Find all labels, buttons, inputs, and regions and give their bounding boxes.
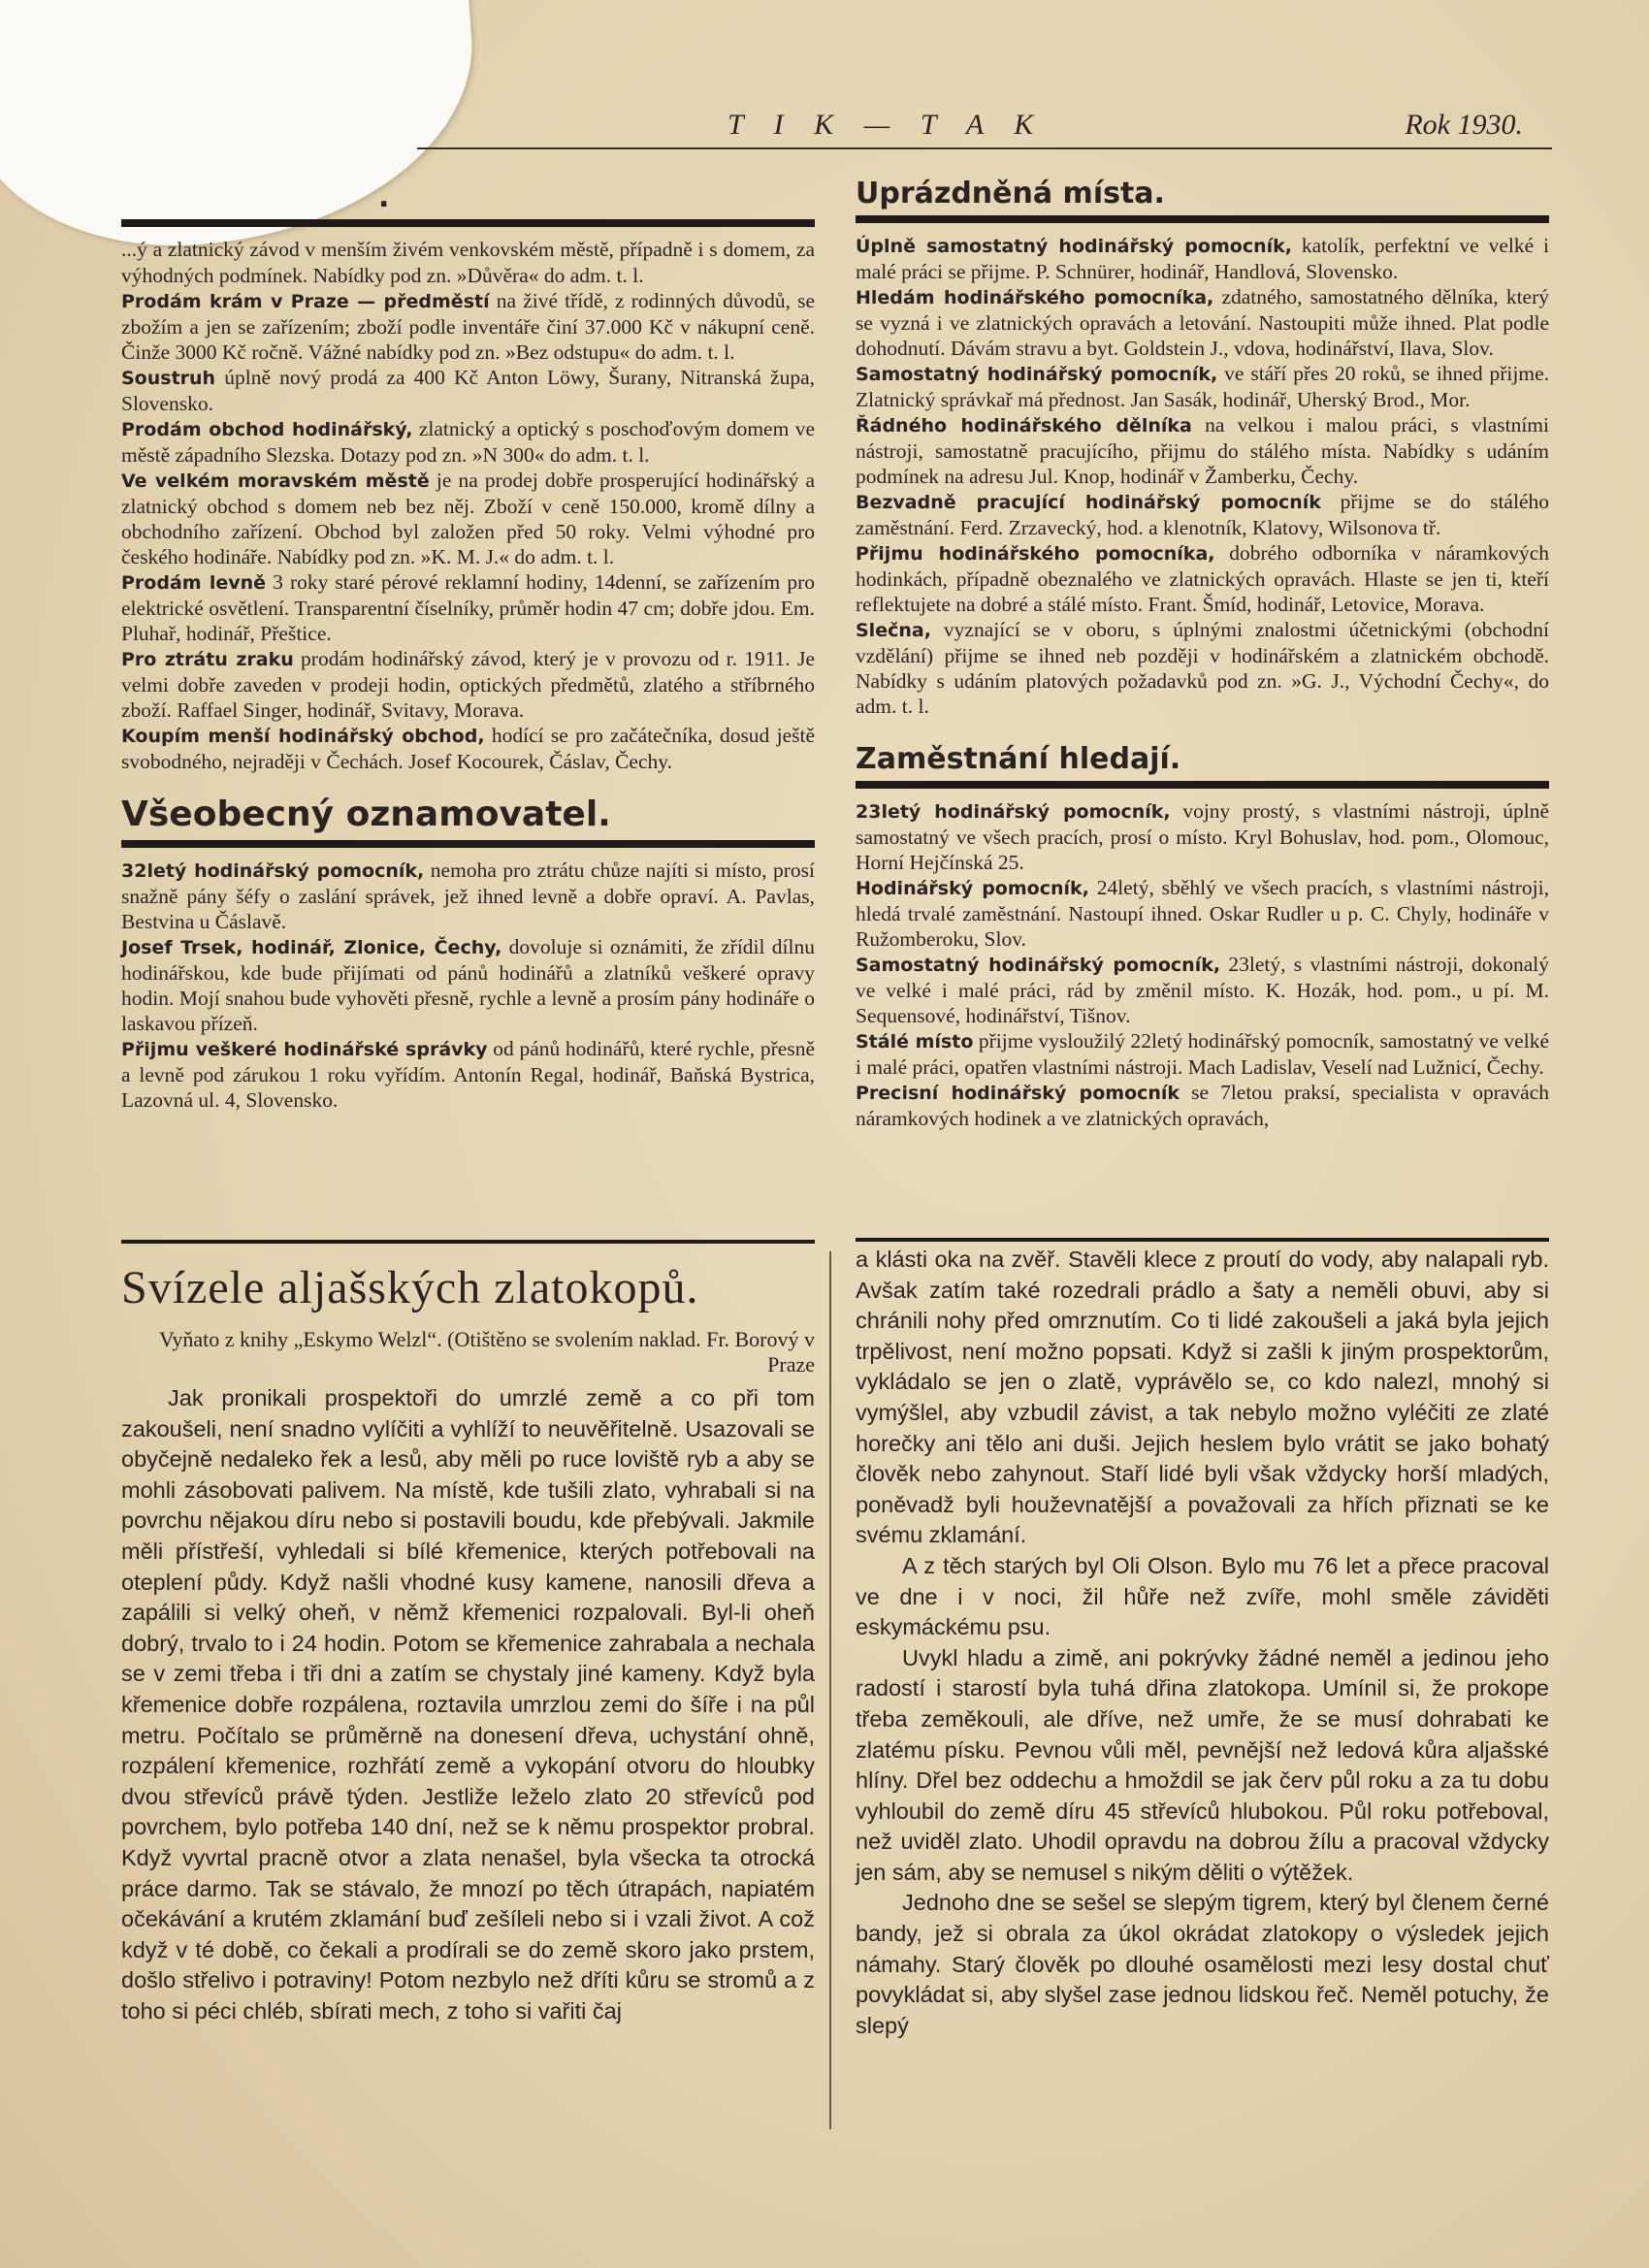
right-column-ads xyxy=(856,146,1549,1131)
ad-item: Bezvadně pracující hodinářský pomocník přijme se do stálého zaměstnání. Ferd. Zrzavecký, hod. a klenotník, Klatovy, Wilsonova tř. xyxy=(856,490,1549,539)
ad-item: Soustruh úplně nový prodá za 400 Kč Anton Löwy, Šurany, Nitranská župa, Slovensko. xyxy=(121,366,815,415)
ad-item: 23letý hodinářský pomocník, vojny prostý, s vlastními nástroji, úplně samostatný ve všech pracích, prosí o místo. Kryl Bohuslav, hod. pom., Olomouc, Horní Hejčínská 25. xyxy=(856,799,1549,874)
article-right-column xyxy=(856,1245,1549,2041)
column-divider xyxy=(829,1251,831,2129)
periodical-title: T I K — T A K xyxy=(728,109,1046,141)
section-rule xyxy=(856,781,1549,789)
left-ads-list xyxy=(121,237,815,774)
article-paragraph: a klásti oka na zvěř. Stavěli klece z proutí do vody, aby nalapali ryb. Avšak zatím také rozedrali prádlo a šaty a neměli obuvi, aby si chránili nohy před omrznutím. Co ti lidé zakoušeli a jaká byla jejich trpělivost, není možno popsati. Když si zašli k jiným prospektorům, vykládalo se jen o zlatě, vyprávělo se, co kdo nalezl, mnohý si vymýšlel, aby vzbudil závist, a tak nebylo možno vyléčiti ze zlaté horečky ani tělo ani duši. Jejich heslem bylo vrátit se jako bohatý člověk nebo zahynout. Staří lidé byli však vždycky horší mladých, poněvadž byli houževnatější a považovali za hřích přiznati se ke svému zklamání. xyxy=(856,1247,1549,1548)
article-paragraph: Uvykl hladu a zimě, ani pokrývky žádné neměl a jedinou jeho radostí i starostí byla tuhá dřina zlatokopa. Umínil si, že prokope třeba zeměkouli, ale dříve, než umře, že se musí dohrabati ke zlatému písku. Pevnou vůli měl, pevnější než ledová kůra aljašské hlíny. Dřel bez oddechu a hmoždil se jak červ půl roku a za tu dobu vyhloubil do země díru 45 střevíců hlubokou. Půl roku potřeboval, než uviděl zlato. Uhodil opravdu na dobrou žílu a pracoval vždycky jen sám, aby se nemusel s nikým děliti o výtěžek. xyxy=(856,1644,1549,1885)
article-rule-right xyxy=(856,1238,1549,1242)
ad-item: Přijmu hodinářského pomocníka, dobrého odborníka v náramkových hodinkách, případně obeznalého ve zlatnických opravách. Hlaste se jen ti, kteří reflektujete na dobré a stálé místo. Frant. Šmíd, hodinář, Letovice, Morava. xyxy=(856,541,1549,616)
ad-item: Prodám obchod hodinářský, zlatnický a optický s poschoďovým domem ve městě západního Slezska. Dotazy pod zn. »N 300« do adm. t. l. xyxy=(121,417,815,467)
ad-item: Josef Trsek, hodinář, Zlonice, Čechy, dovoluje si oznámiti, že zřídil dílnu hodinářskou, kde bude přijímati od pánů hodinářů a zlatníků veškeré opravy hodin. Mojí snahou bude vyhověti přesně, rychle a levně a prosím pány hodináře o laskavou přízeň. xyxy=(121,935,816,1035)
article-source: Vyňato z knihy „Eskymo Welzl“. (Otištěno se svolením naklad. Fr. Borový v Praze xyxy=(158,1327,815,1377)
ad-item: ...ý a zlatnický závod v menším živém venkovském městě, případně i s domem, za výhodných podmínek. Nabídky pod zn. »Důvěra« do adm. t. l. xyxy=(121,238,815,287)
ad-item: Prodám levně 3 roky staré pérové reklamní hodiny, 14denní, se zařízením pro elektrické osvětlení. Transparentní číselníky, průměr hodin 47 cm; dobře jdou. Em. Pluhař, hodinář, Přeštice. xyxy=(121,570,815,645)
article-paragraph: A z těch starých byl Oli Olson. Bylo mu 76 let a přece pracoval ve dne i v noci, žil hůře než zvíře, mohl směle záviděti eskymáckému psu. xyxy=(856,1552,1549,1640)
ad-item: Samostatný hodinářský pomocník, 23letý, s vlastními nástroji, dokonalý ve velké i malé práci, rád by změnil místo. K. Hozák, hod. pom., u pí. M. Sequensové, hodinářství, Tišnov. xyxy=(856,953,1549,1027)
ad-item: Koupím menší hodinářský obchod, hodící se pro začátečníka, dosud ještě svobodného, nejraději v Čechách. Josef Kocourek, Čáslav, Čechy. xyxy=(121,724,815,773)
ad-item: Řádného hodinářského dělníka na velkou i malou práci, s vlastními nástroji, samostatně pracujícího, přijmu do stálého místa. Nabídky s udáním podmínek na adresu Jul. Knop, hodinář v Žamberku, Čechy. xyxy=(856,413,1549,488)
page-header xyxy=(417,109,1552,149)
article-paragraph: Jednoho dne se sešel se slepým tigrem, který byl členem černé bandy, jež si obrala za úkol okrádat zlatokopy o výsledek jejich námahy. Starý člověk po dlouhé osamělosti mezi lesy dostal chuť povykládat si, aby slyšel zase jednou lidskou řeč. Neměl potuchy, že slepý xyxy=(856,1890,1549,2038)
ad-item: 32letý hodinářský pomocník, nemoha pro ztrátu chůze najíti si místo, prosí snažně pány šéfy o zaslání správek, jež ihned levně a dobře opraví. A. Pavlas, Bestvina u Čáslavě. xyxy=(121,859,816,933)
section-rule xyxy=(121,840,815,848)
ad-item: Úplně samostatný hodinářský pomocník, katolík, perfektní ve velké i malé práci se přijme. P. Schnürer, hodinář, Handlová, Slovensko. xyxy=(856,234,1550,283)
ad-item: Slečna, vyznající se v oboru, s úplnými znalostmi účetnickými (obchodní vzdělání) přijme se ihned neb později v hodinářském a zlatnickém obchodě. Nabídky s udáním platových požadavků pod zn. »G. J., Východní Čechy«, do adm. t. l. xyxy=(856,618,1549,718)
article-title: Svízele aljašských zlatokopů. xyxy=(121,1262,699,1313)
ad-item: Hledám hodinářského pomocníka, zdatného, samostatného dělníka, který se vyzná i ve zlatnických opravách a letování. Nastoupiti může ihned. Plat podle dohodnutí. Dávám stravu a byt. Goldstein J., vdova, hodinářství, Ilava, Slov. xyxy=(856,285,1549,360)
section-rule xyxy=(121,219,815,227)
left-section-heading: . xyxy=(378,180,390,214)
article-rule-left xyxy=(121,1240,815,1244)
ad-item: Stálé místo přijme vysloužilý 22letý hodinářský pomocník, samostatný ve velké i malé práci, opatřen vlastními nástroji. Mach Ladislav, Veselí nad Lužnicí, Čechy. xyxy=(856,1029,1549,1079)
ad-item: Samostatný hodinářský pomocník, ve stáří přes 20 roků, se ihned přijme. Zlatnický správkař má přednost. Jan Sasák, hodinář, Uherský Brod., Mor. xyxy=(856,362,1549,411)
vacancies-heading: Uprázdněná místa. xyxy=(856,177,1165,211)
ad-item: Ve velkém moravském městě je na prodej dobře prosperující hodinářský a zlatnický obchod s domem neb bez něj. Zboží v ceně 150.000, kromě dílny a obchodního zařízení. Obchod byl založen před 50 roky. Velmi výhodné pro českého hodináře. Nabídky pod zn. »K. M. J.« do adm. t. l. xyxy=(121,469,816,568)
section-rule xyxy=(856,215,1549,223)
job-seekers-heading: Zaměstnání hledají. xyxy=(856,742,1181,776)
general-advertiser-heading: Všeobecný oznamovatel. xyxy=(121,794,611,834)
ad-item: Precisní hodinářský pomocník se 7letou praksí, specialista v opravách náramkových hodinek a ve zlatnických opravách, xyxy=(856,1081,1549,1130)
ad-item: Přijmu veškeré hodinářské správky od pánů hodinářů, které rychle, přesně a levně pod zárukou 1 roku vyřídím. Antonín Regal, hodinář, Baňská Bystrica, Lazovná ul. 4, Slovensko. xyxy=(121,1037,815,1112)
ad-item: Hodinářský pomocník, 24letý, sběhlý ve všech pracích, s vlastními nástroji, hledá trvalé zaměstnání. Nastoupí ihned. Oskar Rudler u p. C. Chyly, hodináře v Ružomberoku, Slov. xyxy=(856,876,1549,951)
article-paragraph: Jak pronikali prospektoři do umrzlé země a co při tom zakoušeli, není snadno vylíčiti a vyhlíží to neuvěřitelně. Usazovali se obyčejně nedaleko řek a lesů, aby měli po ruce loviště ryb a aby se mohli zásobovati palivem. Na místě, kde tušili zlato, vyhrabali si na povrchu nějakou díru nebo si postavili boudu, kde přebývali. Jakmile měli přístřeší, vyhledali si bílé křemenice, kterých potřebovali na oteplení půdy. Když našli vhodné kusy kamene, nanosili dřeva a zapálili si velký oheň, v němž křemenici rozpalovali. Byl-li oheň dobrý, trvalo to i 24 hodin. Potom se křemenice zahrabala a nechala se v zemi třeba i tři dni a zatím se chystaly jiné kameny. Když byla křemenice dobře rozpálena, roztavila umrzlou zemi do šíře i na půl metru. Počítalo se průměrně na donesení dřeva, uchystání ohně, rozpálení křemenice, rozhřátí země a vykopání otvoru do hloubky dvou střevíců právě týden. Jestliže leželo zlato 20 střevíců pod povrchem, bylo potřeba 140 dní, než se k němu prospektor probral. Když vyvrtal pracně otvor a zlata nenašel, byla všecka ta otrocká práce darmo. Tak se stávalo, že mnozí po těch útrapách, napiatém očekávání a krutém zklamání buď zešíleli nebo si i vzali život. A což když v té době, co čekali a prodírali se do země skoro jako prstem, došlo střelivo i potraviny! Potom nezbylo než dříti kůru se stromů a z toho si péci chléb, sbírati mech, z toho si vařiti čaj xyxy=(121,1385,815,2024)
issue-year: Rok 1930. xyxy=(1405,109,1523,141)
ad-item: Pro ztrátu zraku prodám hodinářský závod, který je v provozu od r. 1911. Je velmi dobře zaveden v prodeji hodin, optických předmětů, zlatého a stříbrného zboží. Raffael Singer, hodinář, Svitavy, Morava. xyxy=(121,647,815,722)
left-column-ads xyxy=(121,146,815,1113)
ad-item: Prodám krám v Praze — předměstí na živé třídě, z rodinných důvodů, se zbožím a jen se zařízením; zboží podle inventáře činí 37.000 Kč v nákupní ceně. Činže 3000 Kč ročně. Vážné nabídky pod zn. »Bez odstupu« do adm. t. l. xyxy=(121,289,815,364)
article-left-column xyxy=(121,1261,815,2026)
